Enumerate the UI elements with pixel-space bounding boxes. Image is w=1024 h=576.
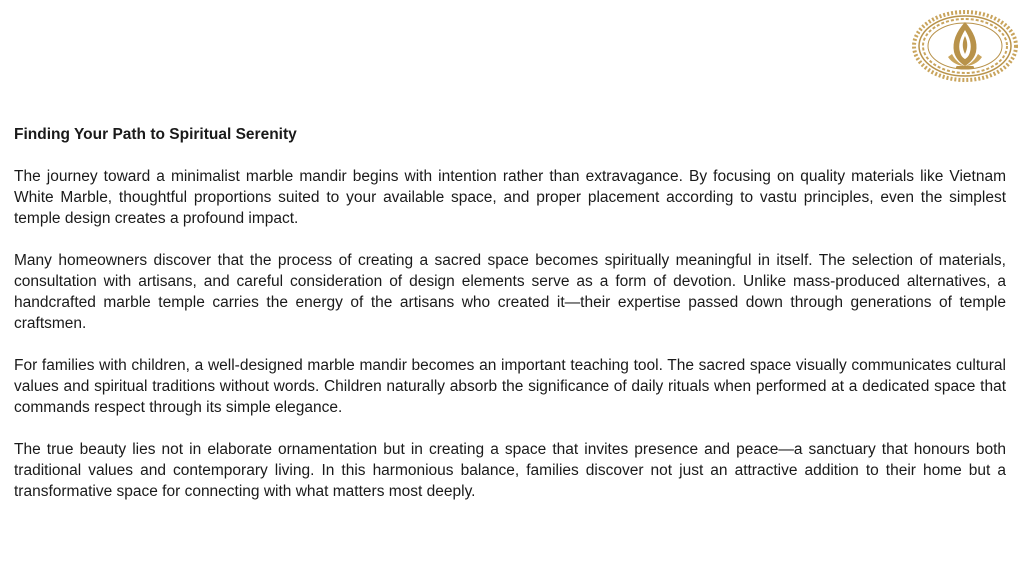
paragraph: The journey toward a minimalist marble mandir begins with intention rather than extravagance. By focusing on quality materials like Vietnam White Marble, thoughtful proportions suited to your available space, and proper placement according to vastu principles, even the simplest temple design creates a profound impact. [14, 168, 1006, 227]
document-body [14, 124, 1006, 523]
paragraph: Many homeowners discover that the process of creating a sacred space becomes spiritually meaningful in itself. The selection of materials, consultation with artisans, and careful consideration of design elements serve as a form of devotion. Unlike mass-produced alternatives, a handcrafted marble temple carries the energy of the artisans who created it—their expertise passed down through generations of temple craftsmen. [14, 252, 1006, 332]
paragraph: For families with children, a well-designed marble mandir becomes an important teaching tool. The sacred space visually communicates cultural values and spiritual traditions without words. Children naturally absorb the significance of daily rituals when performed at a dedicated space that commands respect through its simple elegance. [14, 357, 1006, 416]
document-heading: Finding Your Path to Spiritual Serenity [14, 126, 297, 143]
lotus-emblem-icon [912, 10, 1018, 82]
paragraph: The true beauty lies not in elaborate ornamentation but in creating a space that invites presence and peace—a sanctuary that honours both traditional values and contemporary living. In this harmonious balance, families discover not just an attractive addition to their home but a transformative space for connecting with what matters most deeply. [14, 441, 1006, 500]
